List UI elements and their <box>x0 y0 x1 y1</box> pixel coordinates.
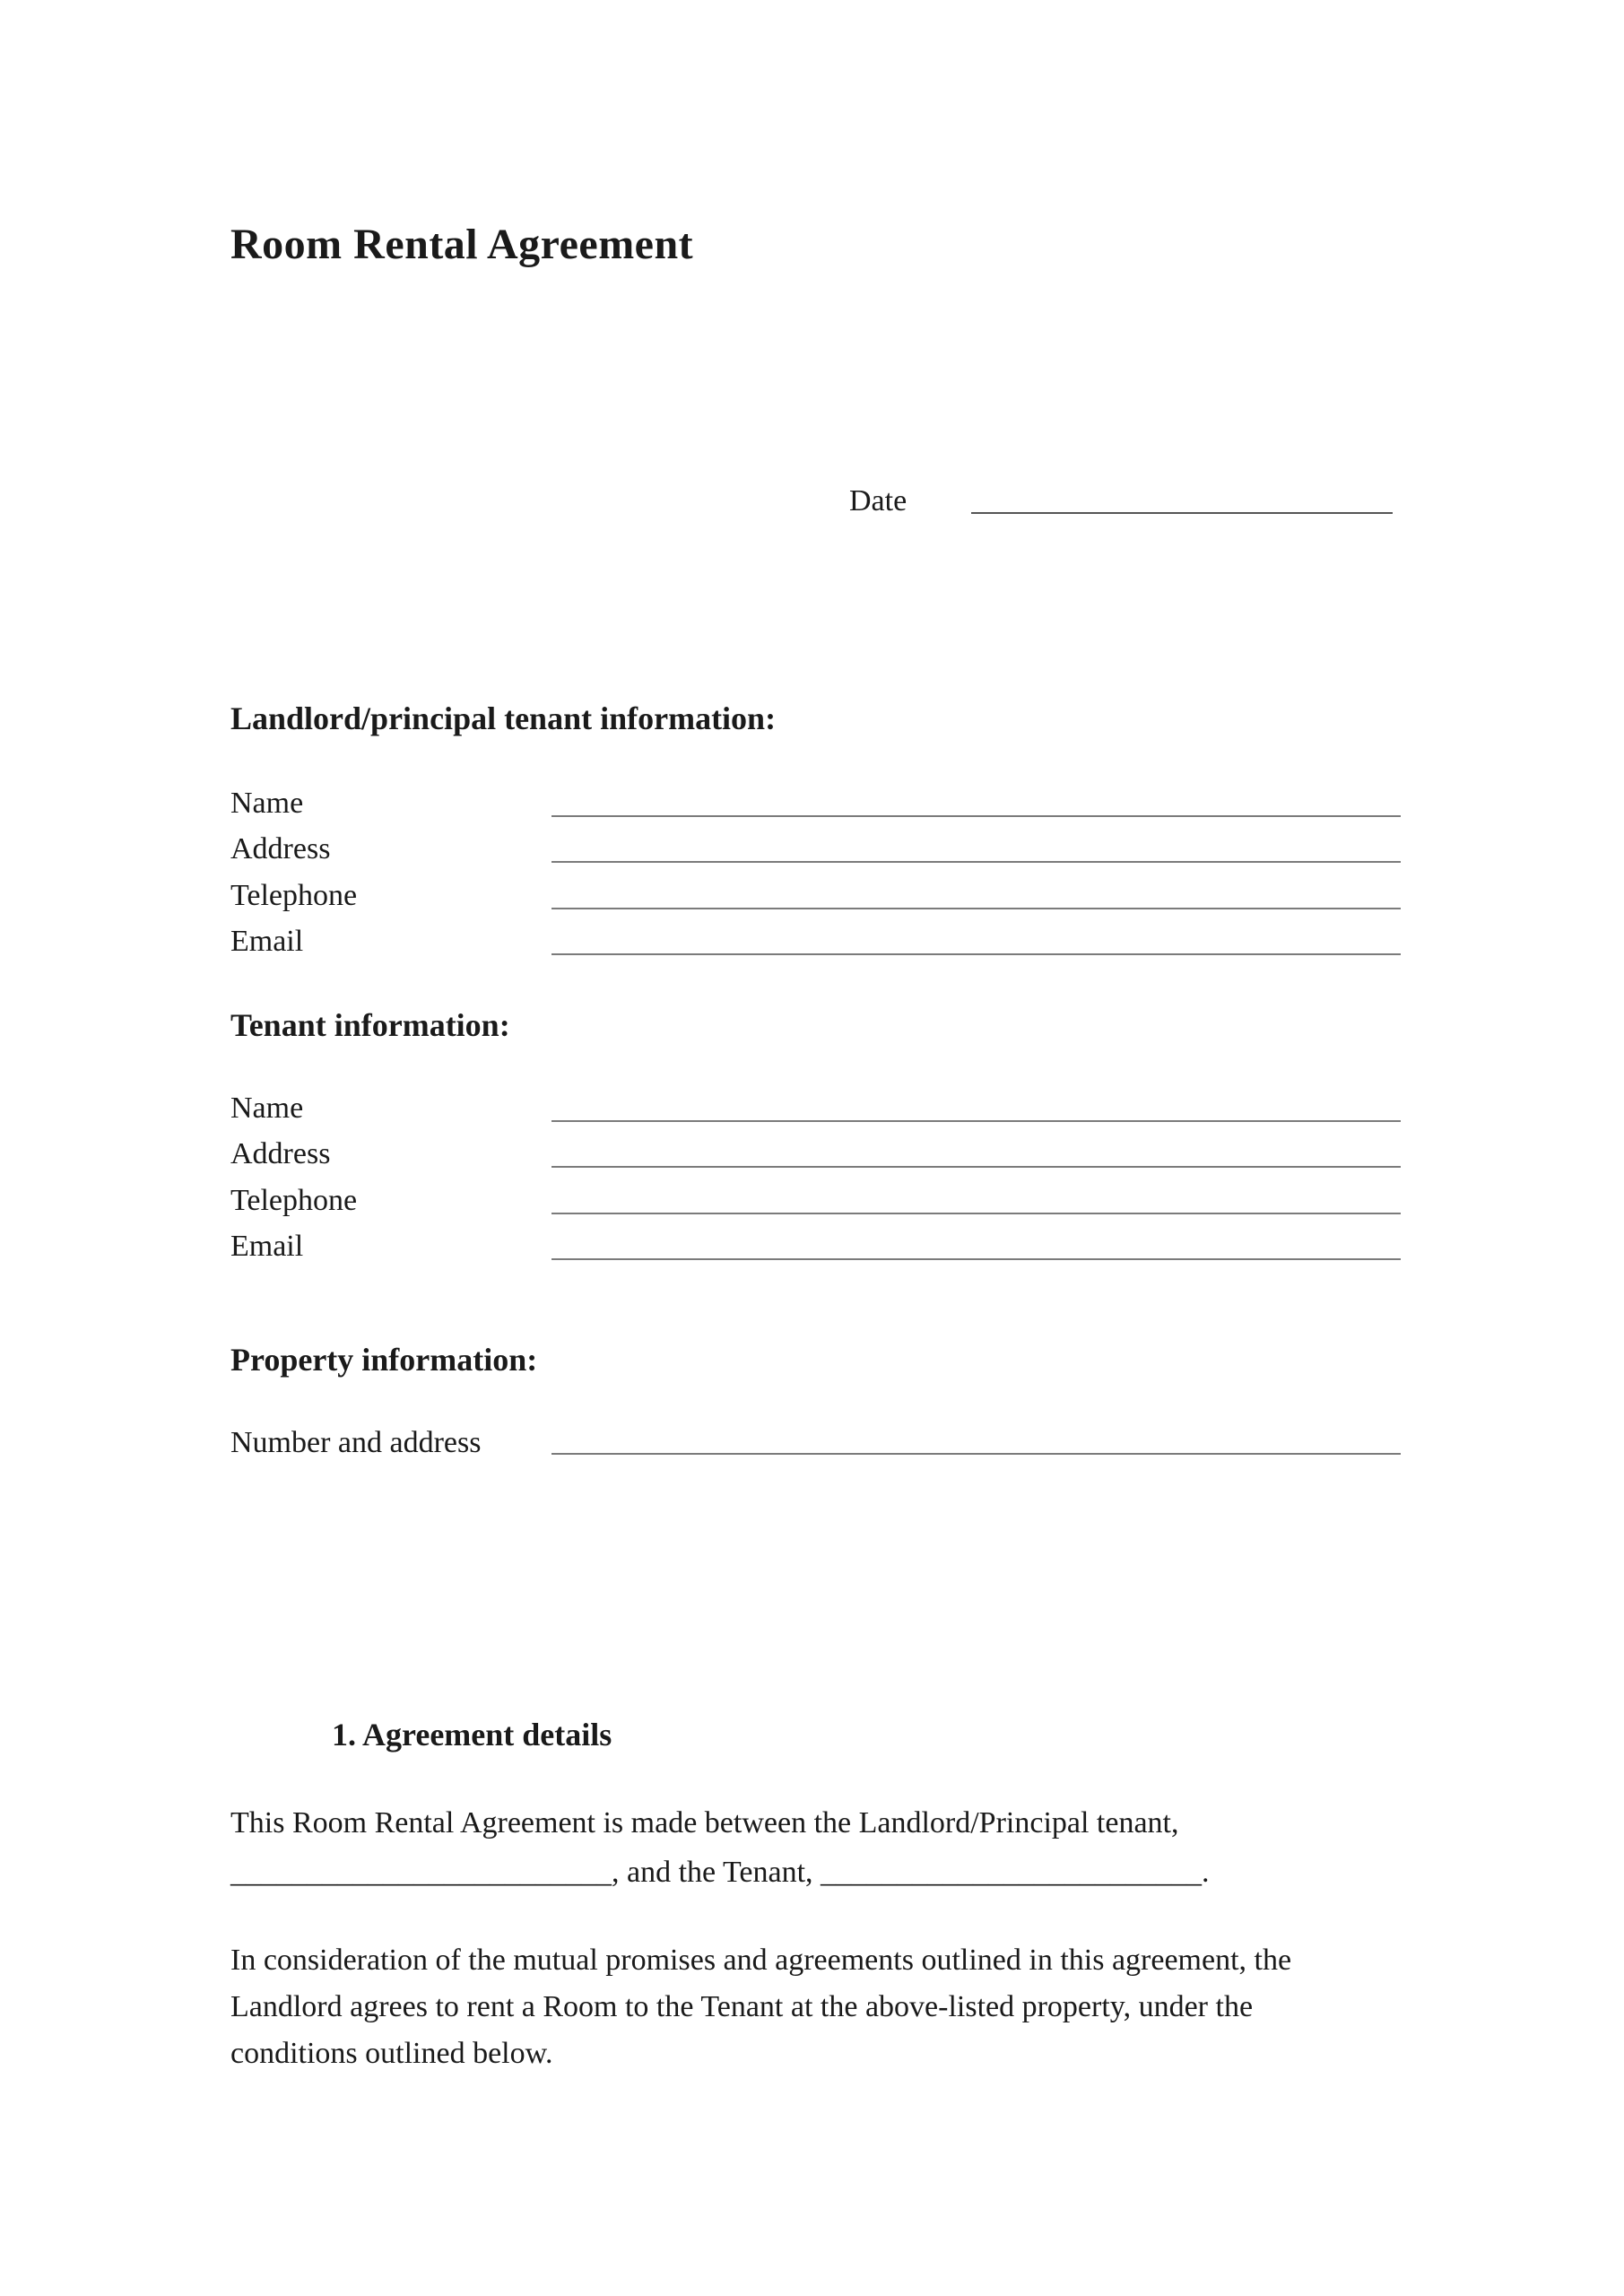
property-number-address-fill-line[interactable] <box>551 1453 1401 1455</box>
tenant-name-blank[interactable]: _________________________ <box>821 1856 1203 1889</box>
landlord-address-label: Address <box>230 832 331 865</box>
landlord-name-label: Name <box>230 787 304 820</box>
tenant-name-label: Name <box>230 1091 304 1125</box>
agreement-paragraph2-line1: In consideration of the mutual promises and agreements outlined in this agreement, the <box>230 1944 1292 1977</box>
tenant-name-fill-line[interactable] <box>551 1120 1401 1122</box>
tenant-email-fill-line[interactable] <box>551 1258 1401 1260</box>
agreement-paragraph1-line1: This Room Rental Agreement is made between the Landlord/Principal tenant, <box>230 1806 1179 1839</box>
landlord-section-heading: Landlord/principal tenant information: <box>230 700 777 736</box>
agreement-paragraph2-line2: Landlord agrees to rent a Room to the Tenant at the above-listed property, under the <box>230 1990 1254 2023</box>
landlord-email-label: Email <box>230 925 304 958</box>
agreement-details-heading: 1. Agreement details <box>332 1717 612 1752</box>
landlord-telephone-fill-line[interactable] <box>551 908 1401 909</box>
paragraph1-period: . <box>1202 1856 1210 1889</box>
landlord-address-fill-line[interactable] <box>551 861 1401 863</box>
landlord-name-blank[interactable]: _________________________ <box>230 1856 612 1889</box>
tenant-section-heading: Tenant information: <box>230 1007 510 1043</box>
tenant-telephone-label: Telephone <box>230 1184 358 1217</box>
agreement-paragraph2-line3: conditions outlined below. <box>230 2037 553 2070</box>
paragraph1-middle-text: , and the Tenant, <box>612 1856 821 1889</box>
tenant-address-fill-line[interactable] <box>551 1166 1401 1168</box>
landlord-email-fill-line[interactable] <box>551 953 1401 955</box>
document-title: Room Rental Agreement <box>230 221 694 268</box>
landlord-telephone-label: Telephone <box>230 879 358 912</box>
agreement-paragraph2 <box>230 1937 1291 2077</box>
tenant-email-label: Email <box>230 1230 304 1263</box>
landlord-name-fill-line[interactable] <box>551 815 1401 817</box>
date-label: Date <box>849 484 908 517</box>
agreement-paragraph1-line2 <box>230 1857 1210 1888</box>
property-number-address-label: Number and address <box>230 1426 482 1459</box>
tenant-address-label: Address <box>230 1137 331 1170</box>
tenant-telephone-fill-line[interactable] <box>551 1213 1401 1214</box>
property-section-heading: Property information: <box>230 1342 538 1378</box>
date-fill-line[interactable] <box>971 512 1393 514</box>
